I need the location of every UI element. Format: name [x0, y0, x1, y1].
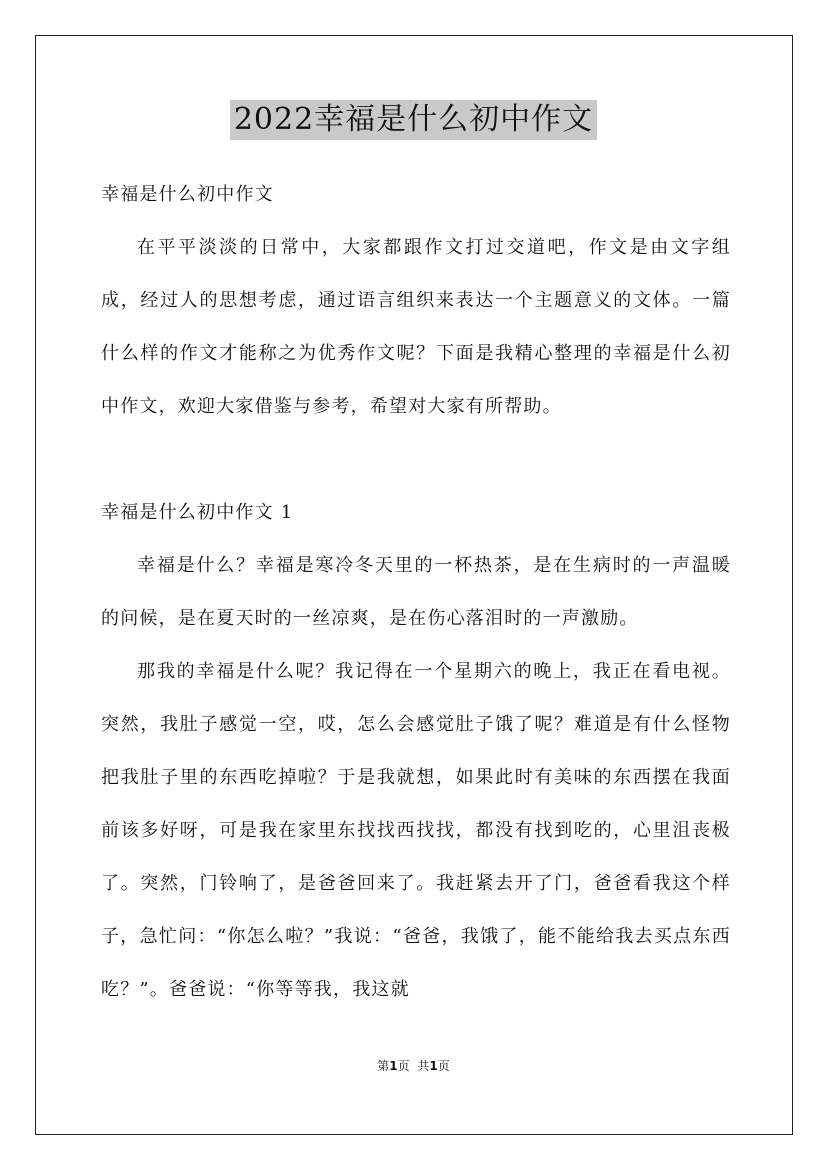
- section-heading: 幸福是什么初中作文: [101, 184, 274, 205]
- intro-paragraph: 在平平淡淡的日常中，大家都跟作文打过交道吧，作文是由文字组成，经过人的思想考虑，通过语言组织来表达一个主题意义的文体。一篇什么样的作文才能称之为优秀作文呢？下面是我精心整理的幸福是什么初中作文，欢迎大家借鉴与参考，希望对大家有所帮助。: [101, 237, 731, 417]
- page-prefix: 第: [377, 1059, 390, 1073]
- total-prefix: 共: [417, 1059, 430, 1073]
- document-body: [101, 168, 731, 1016]
- total-unit: 页: [437, 1059, 450, 1073]
- page-number: 1: [389, 1059, 398, 1073]
- paragraph-spacer: [101, 433, 731, 486]
- title-container: [0, 100, 827, 140]
- essay-heading: 幸福是什么初中作文 1: [101, 502, 294, 523]
- essay-paragraph-1: 幸福是什么？幸福是寒冷冬天里的一杯热茶，是在生病时的一声温暖的问候，是在夏天时的一丝凉爽，是在伤心落泪时的一声激励。: [101, 555, 731, 629]
- page-footer: [0, 1057, 827, 1074]
- page-unit: 页: [397, 1059, 410, 1073]
- document-title: 2022幸福是什么初中作文: [230, 100, 597, 140]
- essay-paragraph-2: 那我的幸福是什么呢？我记得在一个星期六的晚上，我正在看电视。突然，我肚子感觉一空，哎，怎么会感觉肚子饿了呢？难道是有什么怪物把我肚子里的东西吃掉啦？于是我就想，如果此时有美味的东西摆在我面前该多好呀，可是我在家里东找找西找找，都没有找到吃的，心里沮丧极了。突然，门铃响了，是爸爸回来了。我赶紧去开了门，爸爸看我这个样子，急忙问：“你怎么啦？”我说：“爸爸，我饿了，能不能给我去买点东西吃？”。爸爸说：“你等等我，我这就: [101, 661, 731, 1000]
- total-pages: 1: [429, 1059, 438, 1073]
